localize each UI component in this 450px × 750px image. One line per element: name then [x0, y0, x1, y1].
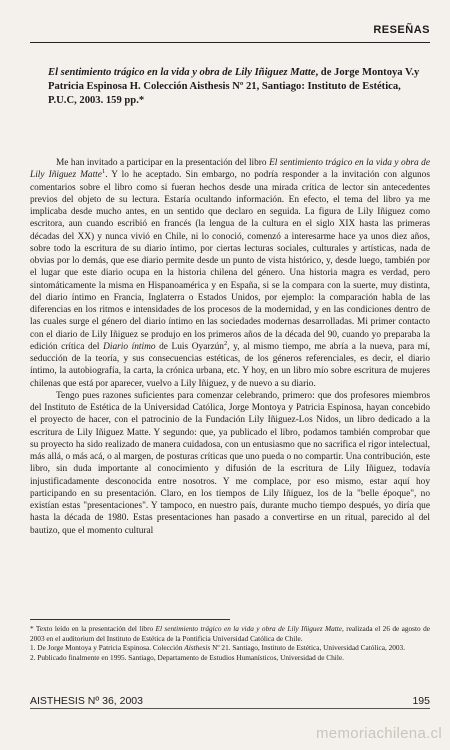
text-run: , y, al mismo tiempo, me abría a la nueva, para mí, seducción de la teoría, y sus consecuencias estéticas, de los géneros referenciales, es decir, el diario íntimo, la autobiografía, la carta, la crónica urbana, etc. Y hoy, en un libro mío sobre escritura de mujeres chilenas que está por aparecer, vuelvo a Lily Iñiguez, y de nuevo a su diario.: [30, 341, 431, 389]
text-run: de Luis Oyarzún: [155, 341, 224, 352]
section-header: RESEÑAS: [373, 24, 430, 36]
book-title: El sentimiento trágico en la vida y obra de Lily Iñiguez Matte: [48, 67, 316, 78]
footnote-divider: [30, 619, 230, 620]
text-run: * Texto leído en la presentación del libro: [30, 624, 156, 633]
review-title: [48, 66, 428, 108]
text-run: Aisthesis: [184, 643, 211, 653]
review-body: [30, 157, 430, 537]
footnote-1: [30, 643, 430, 653]
footnote-ref-2: 2: [223, 339, 228, 347]
text-run: . Y lo he aceptado. Sin embargo, no podría responder a la invitación con algunos comentarios sobre el libro como si fueran hechos desde una mirada crítica de lector sin antecedentes previos del objeto de su lectura. Estaría ocultando información. En efecto, el tema del libro ya me implicaba desde mucho antes, en un sentido que declaro en seguida. La figura de Lily Iñiguez como escritora, aun cuando escribió en francés (la lengua de la cultura en el siglo XIX hasta las primeras décadas del XX) y nunca vivió en Chile, ni lo conoció, comenzó a interesarme hace ya unos diez años, sobre todo la escritura de su diario íntimo, por ciertas lecturas sociales, culturales y artísticas, nada de obvias por lo demás, que ese diario permite desde un punto de vista histórico, y, desde luego, también por el lugar que este diario ocupa en la historia chilena del género. Una historia magra es verdad, pero sintomáticamente la misma en Hispanoamérica y en España, si se la compara con la suerte, muy distinta, del diario íntimo en Francia, Inglaterra o Estados Unidos, por ejemplo: la comparación habla de las diferencias en los ritmos e intensidades de los procesos de la modernidad, y en las condiciones dentro de las cuales surge el género del diario íntimo en las sociedades modernas desarrolladas. Mi primer contacto con el diario de Lily Iñiguez se produjo en los primeros años de la década del 90, cuando yo preparaba la edición crítica del: [30, 170, 430, 352]
text-run: Me han invitado a participar en la presentación del libro: [56, 158, 270, 168]
watermark: memoriachilena.cl: [316, 725, 442, 742]
text-run: , realizada el 26 de agosto de 2003 en el auditorium del Instituto de Estética de la Pontificia Universidad Católica de Chile.: [30, 624, 430, 643]
text-run: El sentimiento trágico en la vida y obra de Lily Iñiguez Matte: [155, 624, 343, 633]
page-number: 195: [412, 695, 430, 707]
journal-name: AISTHESIS Nº 36, 2003: [30, 695, 143, 707]
footnotes: [30, 624, 430, 662]
diary-title-inline: Diario íntimo: [103, 341, 156, 352]
book-title-inline: El sentimiento trágico en la vida y obra de Lily Iñiguez Matte: [30, 158, 430, 181]
book-details: , de Jorge Montoya V.y Patricia Espinosa H. Colección Aisthesis Nº 21, Santiago: Instituto de Estética, P.U.C, 2003. 159 pp.: [48, 67, 420, 106]
text-run: Nº 21. Santiago, Instituto de Estética, Universidad Católica, 2003.: [210, 643, 406, 653]
text-run: 1. De Jorge Montoya y Patricia Espinosa. Colección: [30, 643, 185, 653]
footnote-2: 2. Publicado finalmente en 1995. Santiago, Departamento de Estudios Humanísticos, Universidad de Chile.: [30, 652, 344, 662]
footer-divider: [30, 708, 430, 709]
footnote-ref-1: 1: [101, 168, 106, 176]
paragraph-2: Tengo pues razones suficientes para comenzar celebrando, primero: que dos profesores miembros del Instituto de Estética de la Universidad Católica, Jorge Montoya y Patricia Espinosa, hayan concebido el proyecto de hacer, con el patrocinio de la Fundación Lily Iñiguez-Los Nidos, un libro dedicado a la escritura de Lily Iñiguez Matte. Y segundo: que, ya publicado el libro, podamos también comprobar que su proyecto ha sido realizado de manera cuidadosa, con un entusiasmo que no sacrifica el rigor intelectual, más allá, o más acá, o al margen, de posturas críticas que uno pueda o no compartir. Una contribución, este libro, sin duda importante al conocimiento y difusión de la escritura de Lily Iñiguez, todavía injustificadamente desconocida entre nosotros. Y me complace, por eso mismo, estar aquí hoy participando en su presentación. Claro, en los tiempos de Lily Iñiguez, los de la "belle époque", no existían estas "presentaciones". Y tampoco, en nuestro país, durante mucho tiempo después, yo diría que hasta la década de 1980. Estas presentaciones han pasado a convertirse en un ritual, parecido al del bautizo, que el momento cultural: [30, 390, 430, 536]
paragraph-1: [30, 157, 430, 390]
footnote-star: [30, 624, 430, 643]
header-divider: [30, 42, 430, 43]
footnote-marker: *: [138, 95, 145, 106]
